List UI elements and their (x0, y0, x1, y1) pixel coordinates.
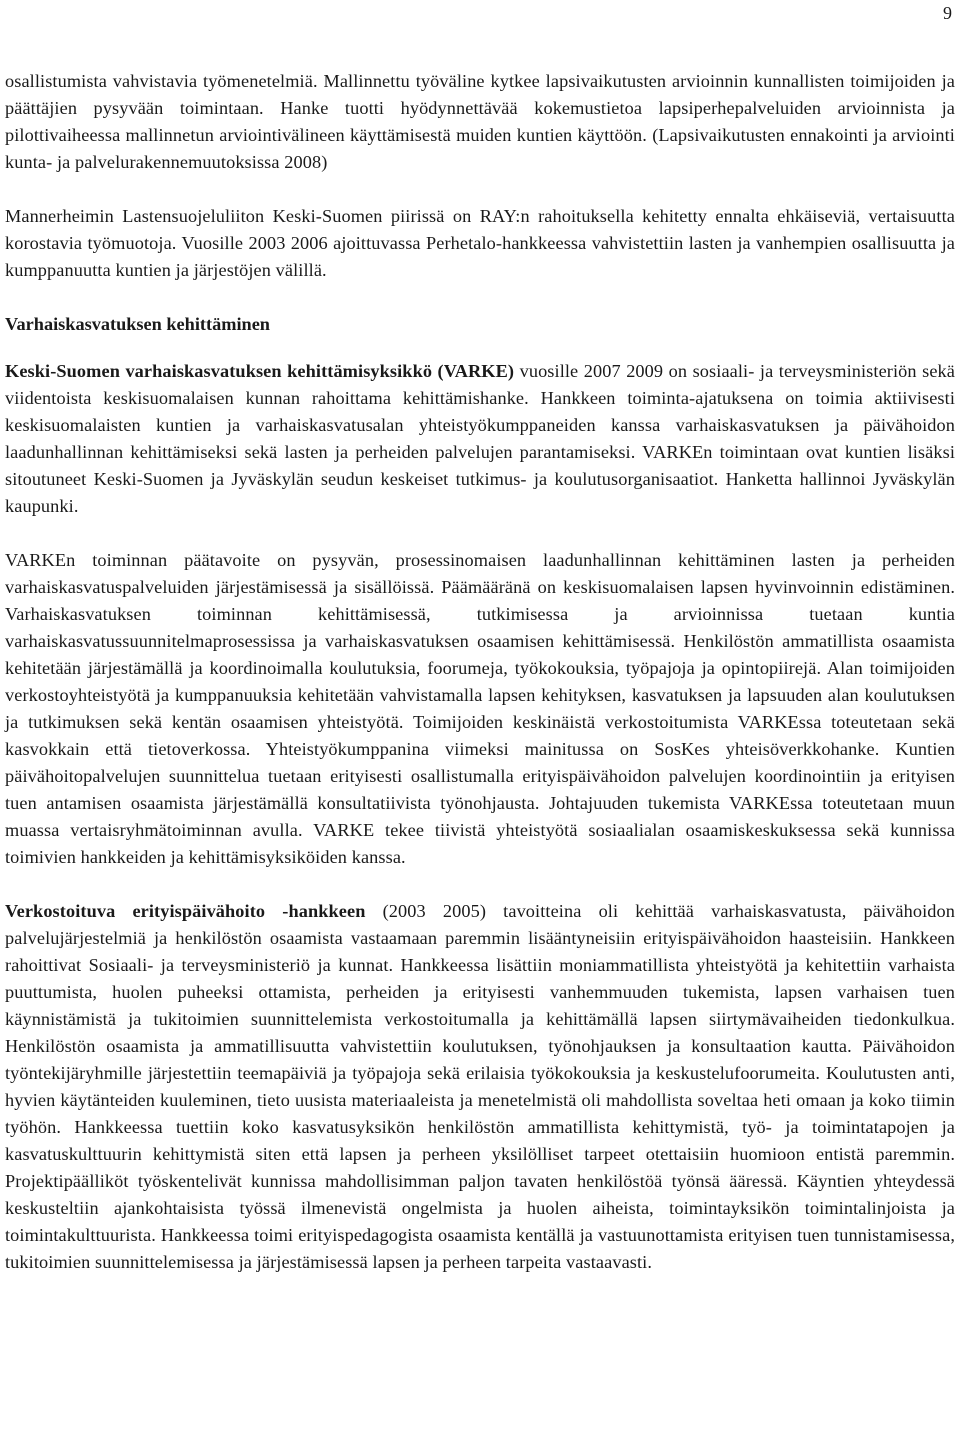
document-body (5, 68, 955, 1276)
section-heading-varhaiskasvatus: Varhaiskasvatuksen kehittäminen (5, 314, 270, 334)
paragraph-arviointi: osallistumista vahvistavia työmenetelmiä. Mallinnettu työväline kytkee lapsivaikutusten arvioinnin kunnallisten toimijoiden ja päättäjien pysyvään toimintaan. Hanke tuotti hyödynnettävää kokemustietoa lapsiperhepalveluiden arvioinnista ja pilottivaiheessa mallinnetun arviointivälineen käyttämisestä muiden kuntien käyttöön. (Lapsivaikutusten ennakointi ja arviointi kunta- ja palvelurakennemuutoksissa 2008) (5, 71, 955, 172)
erityispaivahoito-text: (2003 2005) tavoitteina oli kehittää varhaiskasvatusta, päivähoidon palvelujärjestelmiä ja henkilöstön osaamista vastaamaan paremmin lisääntyneisiin erityispäivähoidon haasteisiin. Hankkeen rahoittivat Sosiaali- ja terveysministeriö ja kunnat. Hankkeessa lisättiin moniammatillista yhteistyötä ja kehitettiin varhaista puuttumista, huolen puheeksi ottamista, perheiden ja erityisesti vanhemmuuden tukemista, lapsen varhaisen tuen käynnistämistä ja tukitoimien suunnittelemista verkostoitumalla ja kehittämällä lapsen siirtymävaiheiden tiedonkulkua. Henkilöstön osaamista ja ammatillisuutta vahvistettiin koulutuksen, työnohjauksen ja konsultaation kautta. Päivähoidon työntekijäryhmille järjestettiin teemapäiviä ja työpajoja sekä erilaisia työkokouksia ja keskustelufoorumeita. Koulutusten anti, hyvien käytänteiden kuuleminen, tieto uusista materiaaleista ja menetelmistä oli mahdollista soveltaa heti omaan ja koko tiimin työhön. Hankkeessa tuettiin koko kasvatusyksikön henkilöstön ammatillista kehittymistä, työ- ja toimintatapojen ja kasvatuskulttuurin kehittymistä siten että lapsen ja perheen yksilölliset tarpeet otettaisiin huomioon entistä paremmin. Projektipäälliköt työskentelivät kunnissa mahdollisimman paljon tavaten henkilöstöä työnsä ääressä. Käyntien yhteydessä keskusteltiin ajankohtaisista työssä ilmenevistä ongelmista ja huolen aiheista, toimintayksikön toimintalinjoista ja toimintakulttuurista. Hankkeessa toimi erityispedagogista osaamista kentällä ja vastuunottamista erityisen tuen tunnistamisessa, tukitoimien suunnittelemisessa ja järjestämisessä lapsen ja perheen tarpeita vastaavasti. (5, 901, 955, 1272)
paragraph-varke (5, 358, 955, 520)
varke-text: vuosille 2007 2009 on sosiaali- ja terveysministeriön sekä viidentoista keskisuomalaisen kunnan rahoittama kehittämishanke. Hankkeen toiminta-ajatuksena on toimia aktiivisesti keskisuomalaisten kuntien ja varhaiskasvatusalan yhteistyökumppaneiden kanssa varhaiskasvatuksen ja päivähoidon laadunhallinnan kehittämiseksi sekä lasten ja perheiden palvelujen parantamiseksi. VARKEn toimintaan ovat kuntien lisäksi sitoutuneet Keski-Suomen ja Jyväskylän seudun keskeiset tutkimus- ja koulutusorganisaatiot. Hanketta hallinnoi Jyväskylän kaupunki. (5, 361, 955, 516)
varke-title: Keski-Suomen varhaiskasvatuksen kehittämisyksikkö (VARKE) (5, 361, 515, 381)
paragraph-perhetalo: Mannerheimin Lastensuojeluliiton Keski-Suomen piirissä on RAY:n rahoituksella kehitetty ennalta ehkäiseviä, vertaisuutta korostavia työmuotoja. Vuosille 2003 2006 ajoittuvassa Perhetalo-hankkeessa vahvistettiin lasten ja vanhempien osallisuutta ja kumppanuutta kuntien ja järjestöjen välillä. (5, 206, 955, 280)
paragraph-varke-goals: VARKEn toiminnan päätavoite on pysyvän, prosessinomaisen laadunhallinnan kehittäminen lasten ja perheiden varhaiskasvatuspalveluiden järjestämisessä ja sisällöissä. Päämääränä on keskisuomalaisen lapsen hyvinvoinnin edistäminen. Varhaiskasvatuksen toiminnan kehittämisessä, tutkimisessa ja arvioinnissa tuetaan kuntia varhaiskasvatussuunnitelmaprosessissa ja varhaiskasvatuksen osaamisen kehittämisessä. Henkilöstön ammatillista osaamista kehitetään järjestämällä ja koordinoimalla koulutuksia, foorumeja, työkokouksia, työpajoja ja opintopiirejä. Alan toimijoiden verkostoyhteistyötä ja kumppanuuksia kehitetään vahvistamalla lapsen kehityksen, kasvatuksen ja lapsuuden alan koulutuksen ja tutkimuksen sekä kentän osaamisen yhteistyötä. Toimijoiden keskinäistä verkostoitumista VARKEssa toteutetaan sekä kasvokkain että tietoverkossa. Yhteistyökumppanina viimeksi mainitussa on SosKes yhteisöverkkohanke. Kuntien päivähoitopalvelujen suunnittelua tuetaan erityisesti osallistumalla erityispäivähoidon palvelujen koordinointiin ja erityisen tuen antamisen osaamista järjestämällä konsultatiivista työnohjausta. Johtajuuden tukemista VARKEssa toteutetaan muun muassa vertaisryhmätoiminnan avulla. VARKE tekee tiivistä yhteistyötä sosiaalialan osaamiskeskuksessa sekä kunnissa toimivien hankkeiden ja kehittämisyksiköiden kanssa. (5, 550, 955, 867)
erityispaivahoito-title: Verkostoituva erityispäivähoito -hankkeen (5, 901, 366, 921)
paragraph-erityispaivahoito (5, 898, 955, 1276)
page-number: 9 (943, 3, 952, 23)
